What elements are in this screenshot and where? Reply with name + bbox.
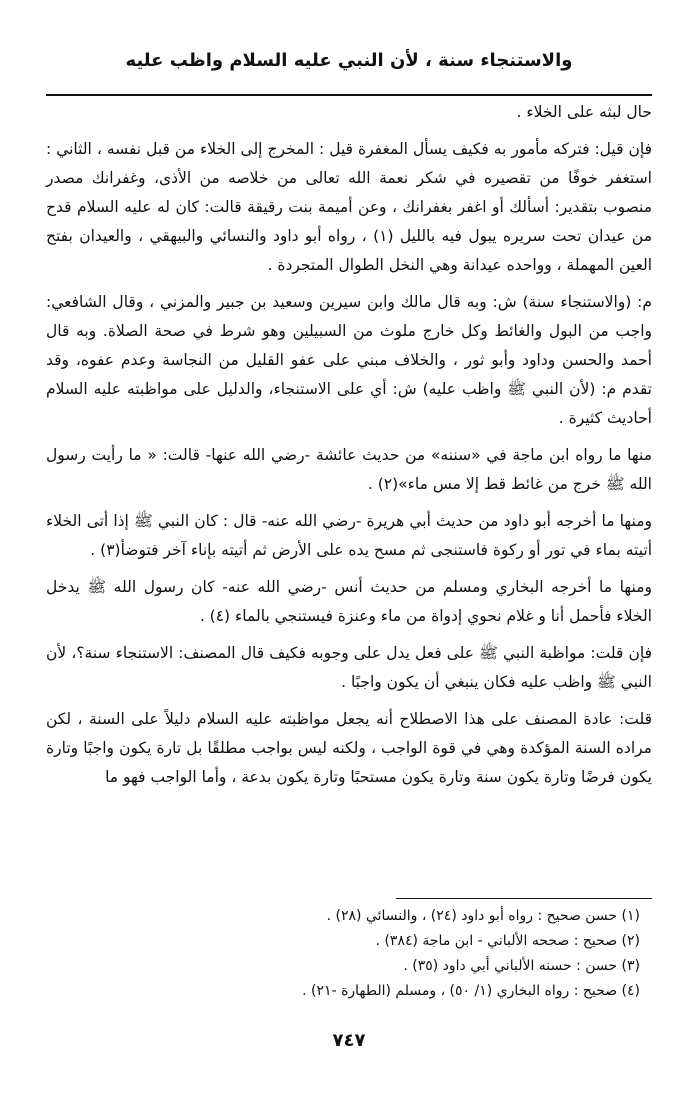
paragraph: حال لبثه على الخلاء . [516, 103, 652, 121]
running-header: والاستنجاء سنة ، لأن النبي عليه السلام واظب عليه [125, 50, 573, 71]
footnote: (٣) حسن : حسنه الألباني أبي داود (٣٥) . [403, 958, 640, 974]
main-text [46, 98, 652, 800]
header-divider [46, 94, 652, 96]
footnote-divider [396, 898, 652, 899]
paragraph: فإن قيل: فتركه مأمور به فكيف يسأل المغفرة قيل : المخرج إلى الخلاء من قبل نفسه ، الثاني : استغفر خوفًا من تقصيره في شكر نعمة الله تعالى من خلاصه من الأذى، وغفرانك مصدر منصوب بتقدير: أسألك أو اغفر بغفرانك ، وعن أميمة بنت رقيقة قالت: كان له عليه السلام قدح من عيدان تحت سريره يبول فيه بالليل (١) ، رواه أبو داود والنسائي والبيهقي ، والعيدان بفتح العين المهملة ، وواحده عيدانة وهي النخل الطوال المتجردة . [46, 140, 652, 274]
paragraph: م: (والاستنجاء سنة) ش: وبه قال مالك وابن سيرين وسعيد بن جبير والمزني ، وقال الشافعي: واجب من البول والغائط وكل خارج ملوث من السبيلين وهو شرط في صحة الصلاة. وبه قال أحمد والحسن وداود وأبو ثور ، والخلاف مبني على عفو القليل من النجاسة وعدم عفوه، وقد تقدم م: (لأن النبي ﷺ واظب عليه) ش: أي على الاستنجاء، والدليل على مواظبته عليه السلام أحاديث كثيرة . [46, 293, 652, 427]
footnotes [46, 904, 640, 1004]
footnote: (١) حسن صحيح : رواه أبو داود (٢٤) ، والنسائي (٢٨) . [326, 908, 640, 924]
footnote: (٤) صحيح : رواه البخاري (١/ ٥٠) ، ومسلم (الطهارة -٢١) . [302, 983, 640, 999]
paragraph: ومنها ما أخرجه البخاري ومسلم من حديث أنس -رضي الله عنه- كان رسول الله ﷺ يدخل الخلاء فأحمل أنا و غلام نحوي إدواة من ماء وعنزة فيستنجي بالماء (٤) . [46, 578, 652, 625]
paragraph: منها ما رواه ابن ماجة في «سننه» من حديث عائشة -رضي الله عنها- قالت: « ما رأيت رسول الله ﷺ خرج من غائط قط إلا مس ماء»(٢) . [46, 446, 652, 493]
page-number: ٧٤٧ [332, 1030, 366, 1051]
paragraph: ومنها ما أخرجه أبو داود من حديث أبي هريرة -رضي الله عنه- قال : كان النبي ﷺ إذا أتى الخلاء أتيته بماء في تور أو ركوة فاستنجى ثم مسح يده على الأرض ثم أتيته بإناء آخر فتوضأ(٣) . [46, 512, 652, 559]
paragraph: قلت: عادة المصنف على هذا الاصطلاح أنه يجعل مواظبته عليه السلام دليلاً على السنة ، لكن مراده السنة المؤكدة وهي في قوة الواجب ، ولكنه ليس بواجب مطلقًا بل تارة يكون واجبًا وتارة يكون فرضًا وتارة يكون سنة وتارة يكون مستحبًا وتارة يكون بدعة ، وأما الواجب فهو ما [46, 710, 652, 786]
footnote: (٢) صحيح : صححه الألباني - ابن ماجة (٣٨٤) . [375, 933, 640, 949]
paragraph: فإن قلت: مواظبة النبي ﷺ على فعل يدل على وجوبه فكيف قال المصنف: الاستنجاء سنة؟، لأن النبي ﷺ واظب عليه فكان ينبغي أن يكون واجبًا . [46, 644, 652, 691]
